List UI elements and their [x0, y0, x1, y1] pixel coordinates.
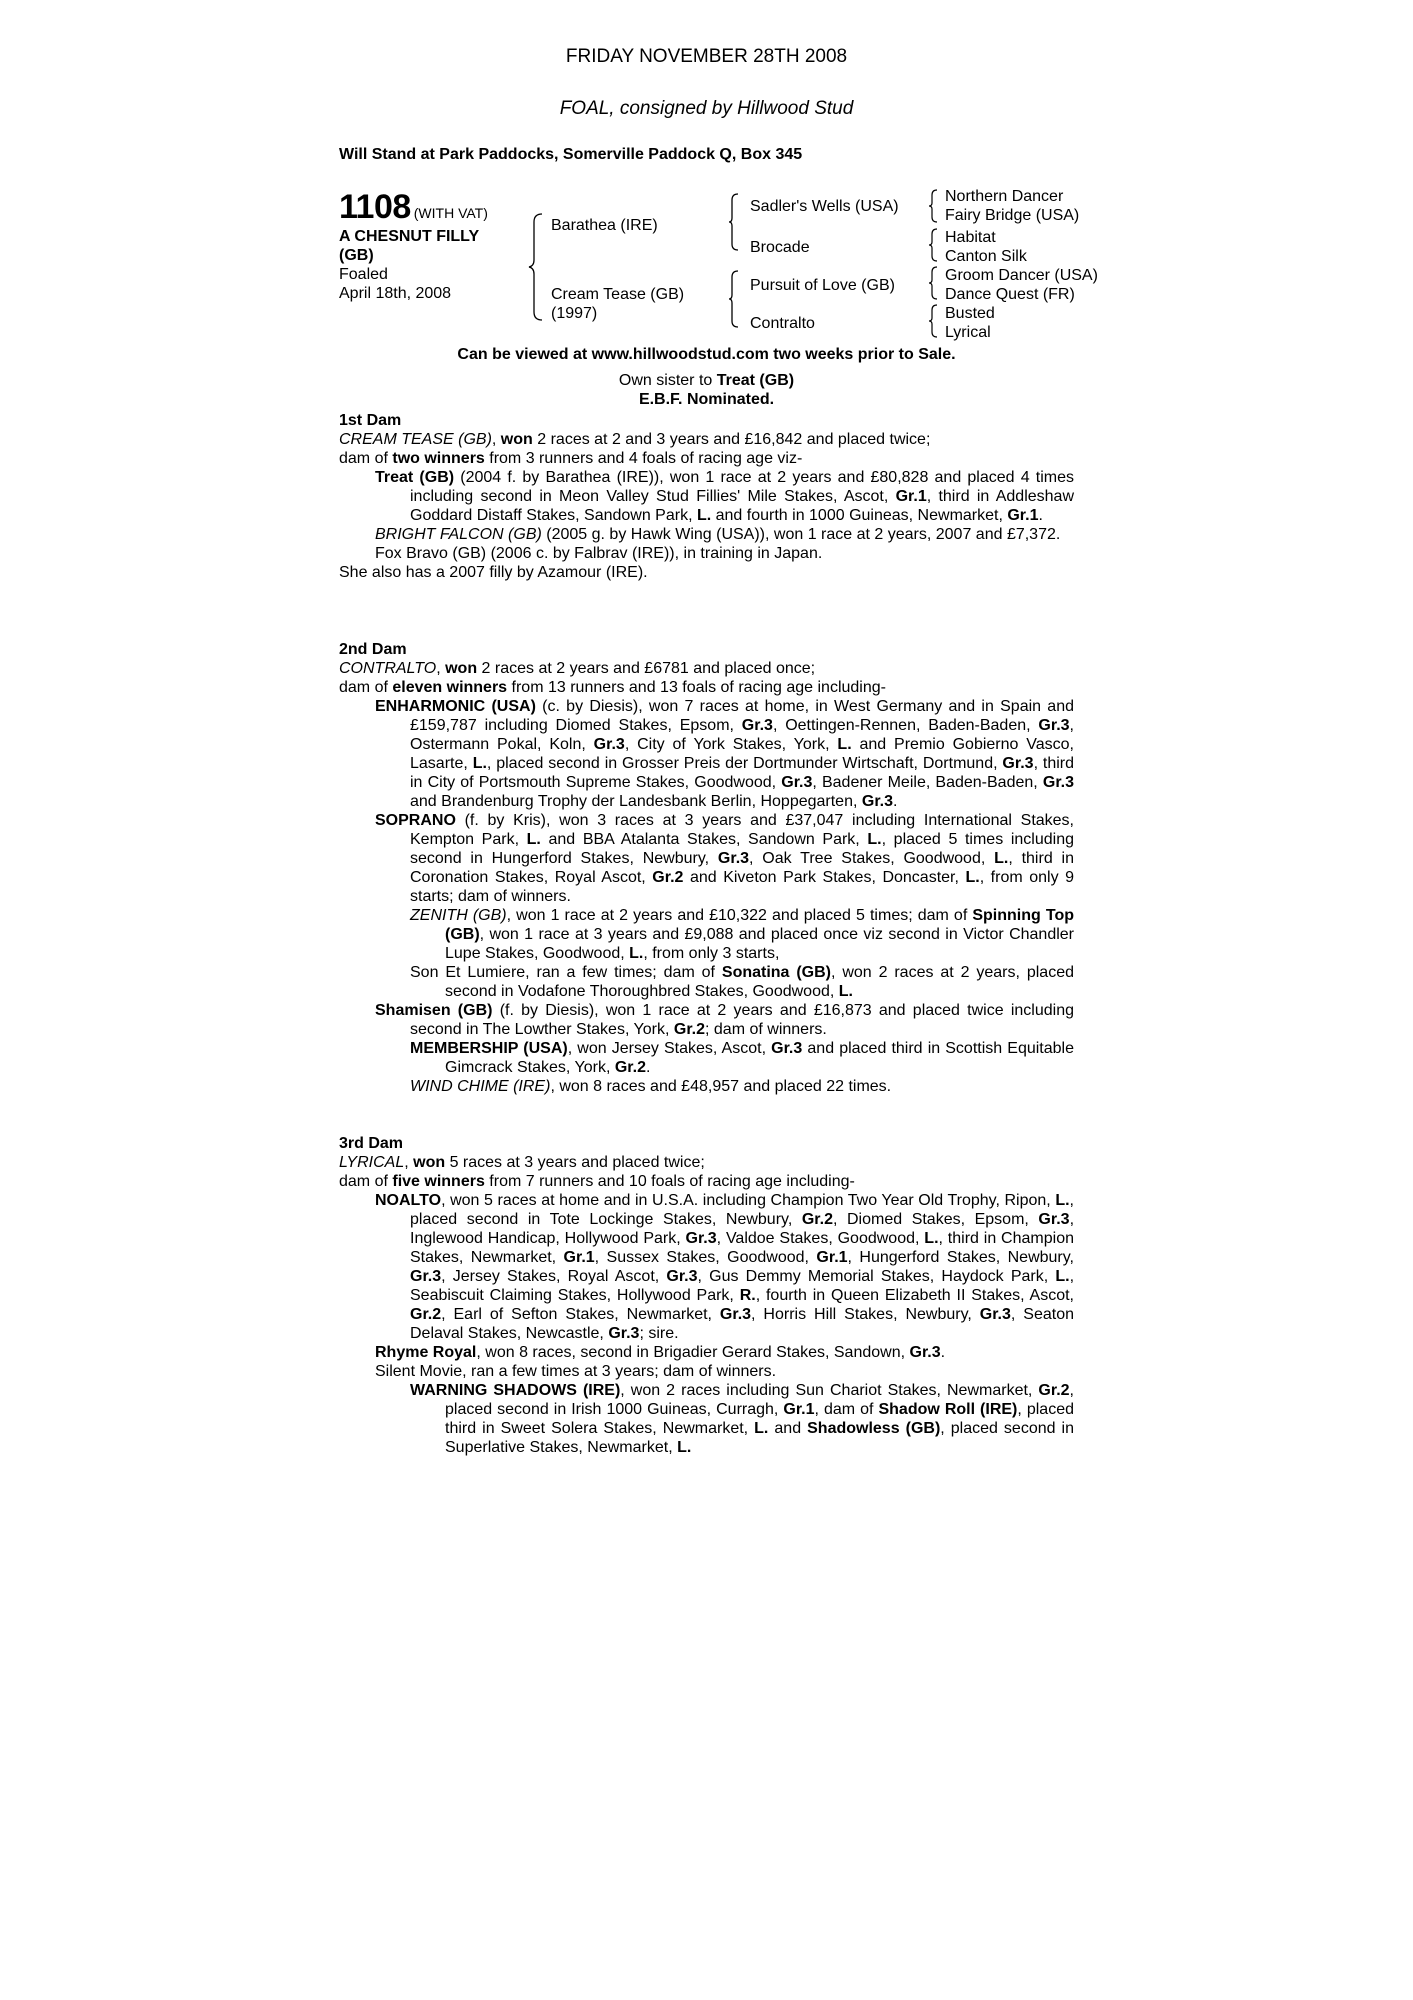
race-text: , placed second in Irish 1000 Guineas, Curragh,	[445, 1382, 1074, 1418]
grade: Gr.1	[783, 1401, 815, 1418]
race-text: (f. by Kris), won 3 races at 3 years and £37,047 including International Stakes, Kempton Park,	[410, 812, 1074, 848]
race-text: , Diomed Stakes, Epsom,	[833, 1211, 1039, 1228]
race-text: , won 8 races and £48,957 and placed 22 times.	[550, 1078, 892, 1095]
race-text: ; dam of winners.	[705, 1021, 827, 1038]
race-text: , won 2 races at 2 years, placed second in Vodafone Thoroughbred Stakes, Goodwood,	[445, 964, 1074, 1000]
lot-sex: A CHESNUT FILLY	[339, 228, 480, 245]
race-text: , dam of	[814, 1401, 879, 1418]
grade: Gr.3	[1002, 755, 1034, 772]
race-text: , won 1 race at 3 years and £9,088 and placed once viz second in Victor Chandler Lupe Stakes, Goodwood,	[445, 926, 1074, 962]
first-dam-name: CREAM TEASE (GB)	[339, 431, 492, 448]
grade: Gr.3	[861, 793, 894, 810]
second-dam-heading: 2nd Dam	[339, 641, 407, 658]
race-text: , Sussex Stakes, Goodwood,	[594, 1249, 817, 1266]
produce-son-et-lumiere	[339, 963, 1074, 1001]
pedigree-ssd: Fairy Bridge (USA)	[945, 207, 1080, 224]
first-dam-also: She also has a 2007 filly by Azamour (IRE).	[339, 564, 648, 581]
race-text: , won 5 races at home and in U.S.A. including Champion Two Year Old Trophy, Ripon,	[441, 1192, 1056, 1209]
grade: L.	[1055, 1268, 1070, 1285]
race-text: , Oettingen-Rennen, Baden-Baden,	[772, 717, 1039, 734]
third-dam-record	[339, 1153, 1074, 1172]
grade: Gr.3	[719, 1306, 752, 1323]
grade: Gr.3	[717, 850, 750, 867]
first-dam-section	[339, 411, 1074, 582]
won-label: won	[445, 660, 478, 677]
race-text: and placed third in Scottish Equitable Gimcrack Stakes, York,	[445, 1040, 1075, 1076]
grade: L.	[526, 831, 541, 848]
record-text: 5 races at 3 years and placed twice;	[445, 1154, 705, 1171]
race-text: , placed second in Grosser Preis der Dortmunder Wirtschaft, Dortmund,	[486, 755, 1003, 772]
produce-silent-movie: Silent Movie, ran a few times at 3 years; dam of winners.	[375, 1363, 777, 1380]
horse-name: BRIGHT FALCON (GB)	[375, 526, 542, 543]
horse-name: Spinning Top (GB)	[445, 907, 1074, 943]
produce-treat	[339, 468, 1074, 525]
race-text: .	[940, 1344, 946, 1361]
produce-membership	[339, 1039, 1074, 1077]
race-text: (c. by Diesis), won 7 races at home, in West Germany and in Spain and £159,787 including Diomed Stakes, Epsom,	[410, 698, 1074, 734]
grade: L.	[1055, 1192, 1070, 1209]
produce-soprano	[339, 811, 1074, 906]
foaled-info	[339, 265, 451, 303]
horse-name: NOALTO	[375, 1192, 442, 1209]
race-text: , third in Champion Stakes, Newmarket,	[410, 1230, 1074, 1266]
grade: Gr.3	[979, 1306, 1011, 1323]
race-text: and Premio Gobierno Vasco, Lasarte,	[410, 736, 1075, 772]
grade: Gr.3	[593, 736, 625, 753]
grade: Gr.3	[1042, 774, 1075, 791]
race-text: , Jersey Stakes, Royal Ascot,	[441, 1268, 667, 1285]
pedigree-dam-dam: Contralto	[750, 315, 815, 332]
pedigree-dss: Groom Dancer (USA)	[945, 267, 1098, 284]
produce-bright-falcon	[339, 525, 1074, 544]
race-text: , fourth in Queen Elizabeth II Stakes, Ascot,	[755, 1287, 1074, 1304]
race-text: .	[645, 1059, 651, 1076]
third-dam-heading: 3rd Dam	[339, 1135, 404, 1152]
lot-country: (GB)	[339, 247, 374, 264]
horse-name: ENHARMONIC (USA)	[375, 698, 536, 715]
own-sister-prefix: Own sister to	[618, 372, 717, 389]
race-text: , Seabiscuit Claiming Stakes, Hollywood Park,	[410, 1268, 1075, 1304]
grade: Gr.3	[608, 1325, 640, 1342]
race-text: , won 2 races including Sun Chariot Stakes, Newmarket,	[620, 1382, 1039, 1399]
horse-name: WARNING SHADOWS (IRE)	[410, 1382, 621, 1399]
grade: Gr.1	[563, 1249, 595, 1266]
third-dam-produce	[339, 1172, 1074, 1191]
grade: Gr.3	[909, 1344, 941, 1361]
horse-name: Sonatina (GB)	[721, 964, 831, 981]
race-text: , placed 5 times including second in Hungerford Stakes, Newbury,	[410, 831, 1074, 867]
pedigree-sdd: Canton Silk	[945, 248, 1027, 265]
grade: Gr.2	[1038, 1382, 1070, 1399]
horse-name: Treat (GB)	[375, 469, 455, 486]
race-text: , Oak Tree Stakes, Goodwood,	[749, 850, 995, 867]
race-text: , Valdoe Stakes, Goodwood,	[716, 1230, 925, 1247]
produce-enharmonic	[339, 697, 1074, 811]
grade: L.	[994, 850, 1009, 867]
pedigree-sds: Habitat	[945, 229, 996, 246]
produce-text: from 3 runners and 4 foals of racing age viz-	[484, 450, 803, 467]
pedigree-dam-year: (1997)	[551, 305, 598, 322]
sep: ,	[404, 1154, 414, 1171]
race-text: , placed second in Tote Lockinge Stakes, Newbury,	[410, 1192, 1074, 1228]
race-text: , Earl of Sefton Stakes, Newmarket,	[441, 1306, 720, 1323]
grade: L.	[867, 831, 882, 848]
sep: ,	[491, 431, 501, 448]
horse-name: Shadowless (GB)	[807, 1420, 941, 1437]
race-text: Son Et Lumiere, ran a few times; dam of	[410, 964, 722, 981]
pedigree-sire: Barathea (IRE)	[551, 217, 658, 234]
pedigree-brace-sd	[928, 227, 940, 263]
winners-count: five winners	[392, 1173, 485, 1190]
pedigree-brace-ss	[928, 188, 940, 224]
grade: Gr.1	[895, 488, 927, 505]
grade: Gr.3	[781, 774, 813, 791]
record-text: 2 races at 2 years and £6781 and placed once;	[477, 660, 816, 677]
lot-description	[339, 227, 479, 265]
grade: L.	[924, 1230, 939, 1247]
grade: Gr.3	[741, 717, 773, 734]
winners-count: eleven winners	[392, 679, 508, 696]
grade: L.	[965, 869, 980, 886]
race-text: , from only 9 starts; dam of winners.	[410, 869, 1074, 905]
stand-location: Will Stand at Park Paddocks, Somerville Paddock Q, Box 345	[339, 146, 803, 163]
race-text: , third in City of Portsmouth Supreme Stakes, Goodwood,	[410, 755, 1074, 791]
own-sister-line	[0, 372, 1413, 390]
pedigree-brace-sire	[728, 192, 742, 252]
race-text: and	[768, 1420, 808, 1437]
grade: L.	[696, 507, 712, 524]
race-text: (2004 f. by Barathea (IRE)), won 1 race at 2 years and £80,828 and placed 4 times including second in Meon Valley Stud Fillies' Mile Stakes, Ascot,	[410, 469, 1075, 505]
grade: L.	[754, 1420, 769, 1437]
second-dam-section	[339, 640, 1074, 1096]
grade: Gr.3	[666, 1268, 698, 1285]
pedigree-brace-dd	[928, 303, 940, 339]
produce-fox-bravo: Fox Bravo (GB) (2006 c. by Falbrav (IRE)), in training in Japan.	[375, 545, 823, 562]
grade: L.	[629, 945, 644, 962]
race-text: (f. by Diesis), won 1 race at 2 years and £16,873 and placed twice including second in The Lowther Stakes, York,	[410, 1002, 1075, 1038]
grade: R.	[739, 1287, 756, 1304]
pedigree-sire-sire: Sadler's Wells (USA)	[750, 198, 899, 215]
second-dam-name: CONTRALTO	[339, 660, 437, 677]
horse-name: MEMBERSHIP (USA)	[410, 1040, 568, 1057]
race-text: .	[1038, 507, 1043, 524]
lot-heading	[339, 188, 488, 227]
pedigree-dds: Busted	[945, 305, 995, 322]
race-text: , placed second in Superlative Stakes, Newmarket,	[445, 1420, 1074, 1456]
dam-of: dam of	[339, 1173, 393, 1190]
produce-shamisen	[339, 1001, 1074, 1039]
race-text: , Ostermann Pokal, Koln,	[410, 717, 1074, 753]
produce-text: from 7 runners and 10 foals of racing age including-	[484, 1173, 855, 1190]
race-text: , Horris Hill Stakes, Newbury,	[751, 1306, 980, 1323]
foaled-date: April 18th, 2008	[339, 285, 452, 302]
winners-count: two winners	[392, 450, 485, 467]
viewing-note: Can be viewed at www.hillwoodstud.com two weeks prior to Sale.	[457, 346, 956, 363]
foaled-label: Foaled	[339, 266, 388, 283]
grade: Gr.1	[816, 1249, 848, 1266]
first-dam-heading: 1st Dam	[339, 412, 402, 429]
produce-zenith	[339, 906, 1074, 963]
second-dam-produce	[339, 678, 1074, 697]
race-text: , third in Addleshaw Goddard Distaff Stakes, Sandown Park,	[410, 488, 1075, 524]
grade: L.	[837, 736, 852, 753]
race-text: and Brandenburg Trophy der Landesbank Berlin, Hoppegarten,	[410, 793, 862, 810]
grade: Gr.3	[1038, 717, 1070, 734]
race-text: , won 1 race at 2 years and £10,322 and placed 5 times; dam of	[506, 907, 973, 924]
grade: Gr.3	[771, 1040, 803, 1057]
produce-wind-chime	[339, 1077, 1074, 1096]
race-text: , City of York Stakes, York,	[624, 736, 838, 753]
sale-date: FRIDAY NOVEMBER 28TH 2008	[565, 46, 848, 67]
third-dam-section	[339, 1134, 1074, 1457]
grade: Gr.2	[652, 869, 684, 886]
grade: Gr.3	[685, 1230, 717, 1247]
produce-warning-shadows	[339, 1381, 1074, 1457]
race-text: , won 8 races, second in Brigadier Gerard Stakes, Sandown,	[476, 1344, 910, 1361]
pedigree-dsd: Dance Quest (FR)	[945, 286, 1075, 303]
race-text: , from only 3 starts,	[643, 945, 780, 962]
first-dam-produce	[339, 449, 1074, 468]
dam-of: dam of	[339, 450, 393, 467]
grade: Gr.2	[673, 1021, 706, 1038]
race-text: ; sire.	[639, 1325, 679, 1342]
grade: L.	[472, 755, 487, 772]
own-sister-name: Treat (GB)	[716, 372, 795, 389]
grade: L.	[677, 1439, 692, 1456]
race-text: .	[893, 793, 898, 810]
horse-name: SOPRANO	[375, 812, 456, 829]
grade: Gr.2	[614, 1059, 646, 1076]
race-text: , won Jersey Stakes, Ascot,	[567, 1040, 772, 1057]
race-text: , Seaton Delaval Stakes, Newcastle,	[410, 1306, 1074, 1342]
race-text: , Badener Meile, Baden-Baden,	[812, 774, 1043, 791]
produce-rhyme-royal	[339, 1343, 1074, 1362]
vat-note: (WITH VAT)	[413, 205, 488, 221]
produce-noalto	[339, 1191, 1074, 1343]
horse-name: Rhyme Royal	[375, 1344, 477, 1361]
second-dam-record	[339, 659, 1074, 678]
grade: L.	[838, 983, 853, 1000]
race-text: and fourth in 1000 Guineas, Newmarket,	[711, 507, 1008, 524]
first-dam-record-text: 2 races at 2 and 3 years and £16,842 and placed twice;	[532, 431, 931, 448]
horse-name: Shadow Roll (IRE)	[878, 1401, 1018, 1418]
grade: Gr.2	[801, 1211, 833, 1228]
horse-name: Shamisen (GB)	[375, 1002, 493, 1019]
consignor-line: FOAL, consigned by Hillwood Stud	[559, 98, 854, 119]
dam-of: dam of	[339, 679, 393, 696]
race-text: , Inglewood Handicap, Hollywood Park,	[410, 1211, 1075, 1247]
third-dam-name: LYRICAL	[339, 1154, 405, 1171]
race-text: , Gus Demmy Memorial Stakes, Haydock Park,	[697, 1268, 1056, 1285]
lot-number: 1108	[339, 188, 411, 226]
pedigree-ddd: Lyrical	[945, 324, 991, 341]
horse-name: WIND CHIME (IRE)	[410, 1078, 551, 1095]
won-label: won	[500, 431, 533, 448]
won-label: won	[413, 1154, 446, 1171]
grade: Gr.3	[410, 1268, 442, 1285]
pedigree-dam: Cream Tease (GB)	[551, 286, 685, 303]
race-text: , placed third in Sweet Solera Stakes, Newmarket,	[445, 1401, 1074, 1437]
ebf-note: E.B.F. Nominated.	[638, 391, 775, 408]
pedigree-brace-dam	[728, 269, 742, 329]
race-text: and BBA Atalanta Stakes, Sandown Park,	[540, 831, 868, 848]
produce-text: from 13 runners and 13 foals of racing age including-	[507, 679, 886, 696]
race-text: and Kiveton Park Stakes, Doncaster,	[683, 869, 966, 886]
pedigree-brace-ds	[928, 265, 940, 301]
pedigree-dam-sire: Pursuit of Love (GB)	[750, 277, 895, 294]
race-text: , third in Coronation Stakes, Royal Ascot,	[410, 850, 1074, 886]
sep: ,	[436, 660, 446, 677]
grade: Gr.3	[1038, 1211, 1070, 1228]
grade: Gr.2	[410, 1306, 442, 1323]
horse-name: ZENITH (GB)	[410, 907, 507, 924]
grade: Gr.1	[1007, 507, 1039, 524]
pedigree-sire-dam: Brocade	[750, 239, 810, 256]
pedigree-sss: Northern Dancer	[945, 188, 1064, 205]
first-dam-record	[339, 430, 1074, 449]
race-text: (2005 g. by Hawk Wing (USA)), won 1 race at 2 years, 2007 and £7,372.	[541, 526, 1061, 543]
race-text: , Hungerford Stakes, Newbury,	[847, 1249, 1075, 1266]
pedigree-brace-main	[528, 212, 548, 322]
